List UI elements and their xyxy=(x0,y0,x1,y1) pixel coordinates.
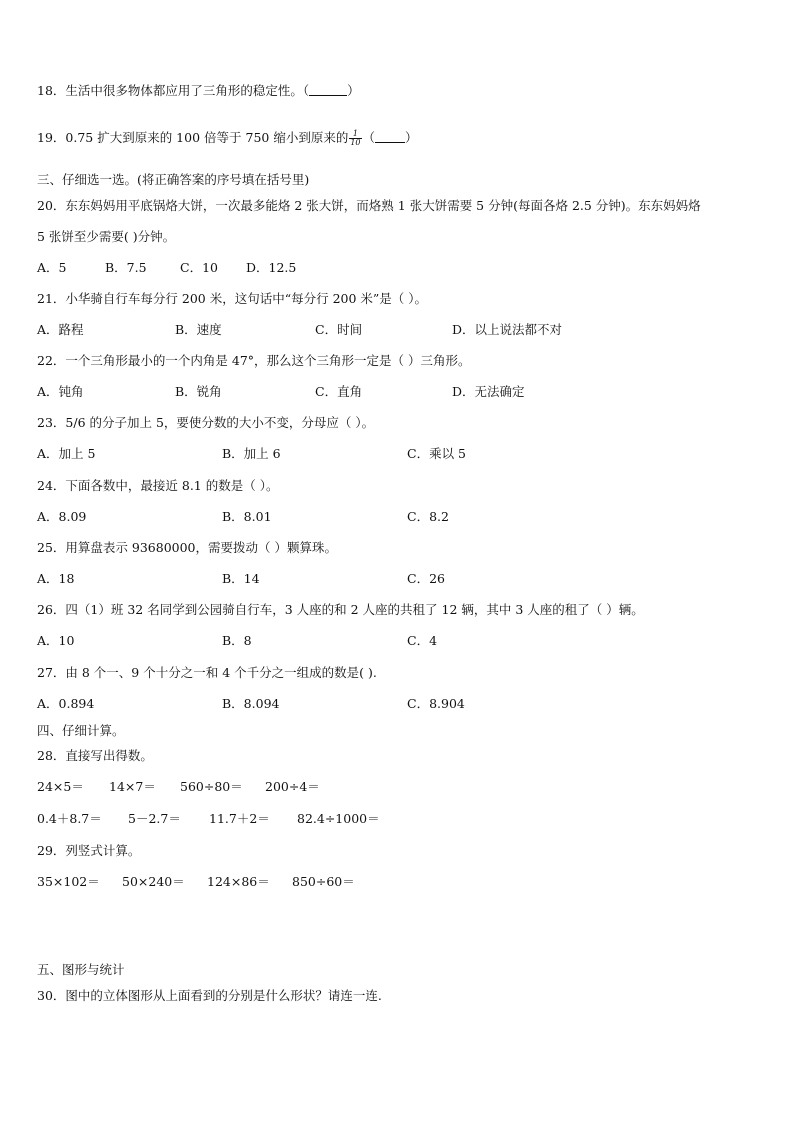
option-b[interactable]: B．锐角 xyxy=(175,384,222,399)
calc-item: 11.7＋2＝ xyxy=(209,811,270,826)
question-25: 25．用算盘表示 93680000，需要拨动（ ）颗算珠。 xyxy=(37,540,337,555)
calc-item: 50×240＝ xyxy=(122,874,185,889)
option-b[interactable]: B．8.01 xyxy=(222,509,272,524)
question-19-text: 19．0.75 扩大到原来的 100 倍等于 750 缩小到原来的 xyxy=(37,130,349,145)
calc-item: 82.4÷1000＝ xyxy=(297,811,380,826)
calc-item: 35×102＝ xyxy=(37,874,100,889)
option-a[interactable]: A．18 xyxy=(37,571,75,586)
question-19-open: （ xyxy=(362,130,376,145)
answer-blank[interactable] xyxy=(375,130,405,143)
option-a[interactable]: A．8.09 xyxy=(37,509,87,524)
option-a[interactable]: A．钝角 xyxy=(37,384,84,399)
option-c[interactable]: C．8.2 xyxy=(407,509,449,524)
fraction-numerator: 1 xyxy=(349,130,361,139)
question-19-close: ） xyxy=(405,130,418,145)
option-a[interactable]: A．10 xyxy=(37,633,75,648)
calc-item: 200÷4＝ xyxy=(265,779,320,794)
option-a[interactable]: A．0.894 xyxy=(37,696,95,711)
calc-item: 24×5＝ xyxy=(37,779,84,794)
option-c[interactable]: C．4 xyxy=(407,633,438,648)
option-d[interactable]: D．以上说法都不对 xyxy=(452,322,563,337)
question-18-close: ） xyxy=(347,83,360,98)
option-b[interactable]: B．8.094 xyxy=(222,696,280,711)
option-a[interactable]: A．路程 xyxy=(37,322,84,337)
question-27: 27．由 8 个一、9 个十分之一和 4 个千分之一组成的数是( ). xyxy=(37,665,377,680)
question-20-line-1: 20．东东妈妈用平底锅烙大饼，一次最多能烙 2 张大饼，而烙熟 1 张大饼需要 5 分钟(每面各烙 2.5 分钟)。东东妈妈烙 xyxy=(37,198,701,213)
option-a[interactable]: A．5 xyxy=(37,260,67,275)
calc-item: 5－2.7＝ xyxy=(128,811,181,826)
question-20-line-2: 5 张饼至少需要( )分钟。 xyxy=(37,229,176,244)
fraction-denominator: 10 xyxy=(350,138,361,147)
question-26: 26．四（1）班 32 名同学到公园骑自行车，3 人座的和 2 人座的共租了 12 辆，其中 3 人座的租了（ ）辆。 xyxy=(37,602,644,617)
option-c[interactable]: C．10 xyxy=(180,260,218,275)
calc-item: 850÷60＝ xyxy=(292,874,355,889)
option-d[interactable]: D．无法确定 xyxy=(452,384,525,399)
option-b[interactable]: B．7.5 xyxy=(105,260,147,275)
calc-item: 124×86＝ xyxy=(207,874,270,889)
question-28-title: 28．直接写出得数。 xyxy=(37,748,153,763)
option-c[interactable]: C．时间 xyxy=(315,322,363,337)
question-21: 21．小华骑自行车每分行 200 米，这句话中“每分行 200 米”是（ ）。 xyxy=(37,291,428,306)
question-19 xyxy=(37,130,418,147)
option-b[interactable]: B．8 xyxy=(222,633,252,648)
section-5-heading: 五、图形与统计 xyxy=(37,962,125,977)
option-c[interactable]: C．26 xyxy=(407,571,445,586)
question-30: 30．图中的立体图形从上面看到的分别是什么形状？请连一连. xyxy=(37,988,382,1003)
question-24: 24．下面各数中，最接近 8.1 的数是（ ）。 xyxy=(37,478,279,493)
option-b[interactable]: B．速度 xyxy=(175,322,222,337)
calc-item: 560÷80＝ xyxy=(180,779,243,794)
section-4-heading: 四、仔细计算。 xyxy=(37,723,125,738)
calc-item: 0.4＋8.7＝ xyxy=(37,811,102,826)
calc-item: 14×7＝ xyxy=(109,779,156,794)
option-c[interactable]: C．直角 xyxy=(315,384,363,399)
option-b[interactable]: B．14 xyxy=(222,571,260,586)
question-23: 23．5/6 的分子加上 5，要使分数的大小不变，分母应（ ）。 xyxy=(37,415,375,430)
option-c[interactable]: C．8.904 xyxy=(407,696,465,711)
option-c[interactable]: C．乘以 5 xyxy=(407,446,466,461)
answer-blank[interactable] xyxy=(309,83,347,96)
option-b[interactable]: B．加上 6 xyxy=(222,446,281,461)
fraction xyxy=(349,130,361,147)
option-a[interactable]: A．加上 5 xyxy=(37,446,96,461)
question-18 xyxy=(37,83,360,99)
section-3-heading: 三、仔细选一选。(将正确答案的序号填在括号里) xyxy=(37,172,310,187)
question-18-text: 18．生活中很多物体都应用了三角形的稳定性。（ xyxy=(37,83,310,98)
option-d[interactable]: D．12.5 xyxy=(246,260,297,275)
question-29-title: 29．列竖式计算。 xyxy=(37,843,141,858)
question-22: 22．一个三角形最小的一个内角是 47°，那么这个三角形一定是（ ）三角形。 xyxy=(37,353,471,368)
